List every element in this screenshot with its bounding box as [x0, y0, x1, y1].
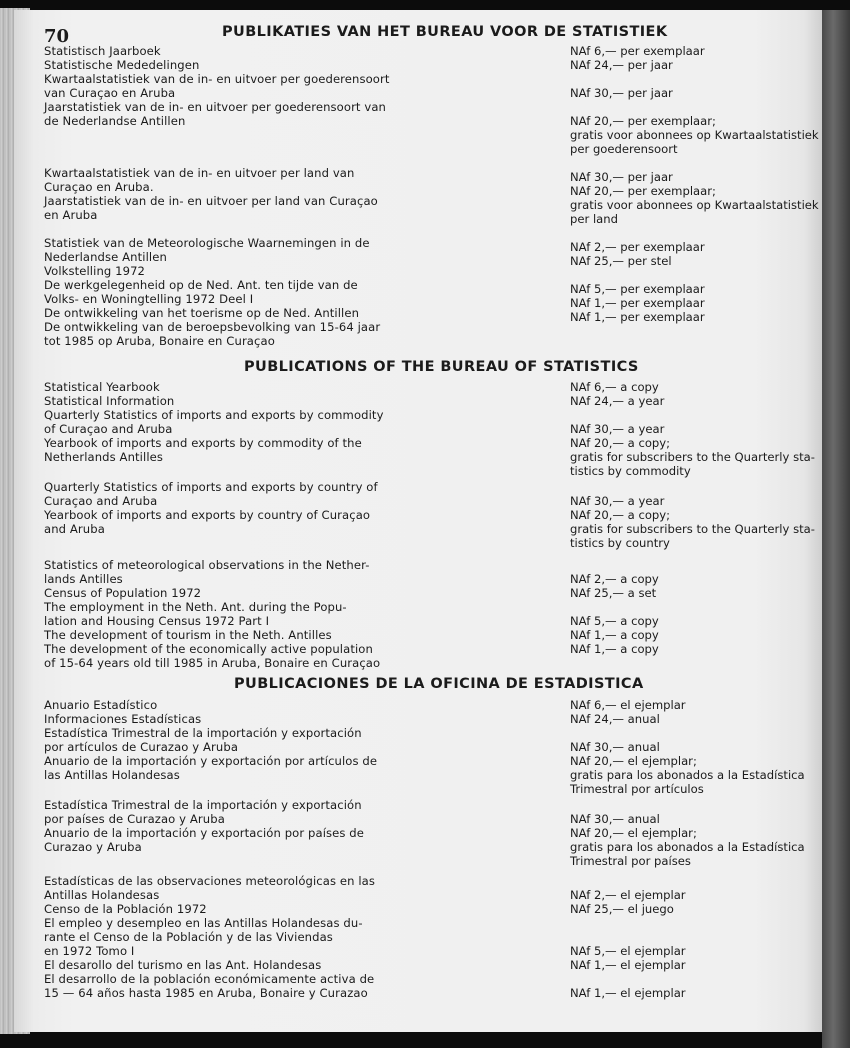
- publication-title-line: Antillas Holandesas: [44, 888, 160, 902]
- publication-title-line: Yearbook of imports and exports by country of Curaçao: [44, 508, 371, 522]
- page-number: 70: [44, 26, 70, 47]
- book-spine: [822, 10, 850, 1048]
- publication-title-line: Volks- en Woningtelling 1972 Deel I: [44, 292, 254, 306]
- price-line: NAf 30,— anual: [570, 812, 660, 826]
- publication-title-line: Nederlandse Antillen: [44, 250, 167, 264]
- price-line: NAf 1,— a copy: [570, 642, 659, 656]
- price-line: NAf 30,— anual: [570, 740, 660, 754]
- publication-title-line: 15 — 64 años hasta 1985 en Aruba, Bonaire y Curazao: [44, 986, 368, 1000]
- publication-title-line: Anuario de la importación y exportación por países de: [44, 826, 365, 840]
- publication-title-line: Curazao y Aruba: [44, 840, 142, 854]
- price-line: per land: [570, 212, 618, 226]
- publication-title-line: Census of Population 1972: [44, 586, 202, 600]
- publication-title-line: El desarollo del turismo en las Ant. Holandesas: [44, 958, 322, 972]
- publication-title-line: De ontwikkeling van de beroepsbevolking van 15-64 jaar: [44, 320, 381, 334]
- publication-title-line: Jaarstatistiek van de in- en uitvoer per goederensoort van: [44, 100, 386, 114]
- publication-title-line: De werkgelegenheid op de Ned. Ant. ten tijde van de: [44, 278, 358, 292]
- price-line: NAf 2,— el ejemplar: [570, 888, 686, 902]
- price-line: NAf 20,— el ejemplar;: [570, 754, 697, 768]
- price-line: NAf 6,— a copy: [570, 380, 659, 394]
- price-line: NAf 24,— per jaar: [570, 58, 673, 72]
- price-line: NAf 1,— el ejemplar: [570, 958, 686, 972]
- publication-title-line: Anuario de la importación y exportación por artículos de: [44, 754, 378, 768]
- price-line: NAf 24,— anual: [570, 712, 660, 726]
- publication-title-line: en Aruba: [44, 208, 98, 222]
- price-line: NAf 1,— per exemplaar: [570, 296, 705, 310]
- publication-title-line: Anuario Estadístico: [44, 698, 158, 712]
- publication-title-line: El empleo y desempleo en las Antillas Holandesas du-: [44, 916, 363, 930]
- price-line: NAf 25,— a set: [570, 586, 657, 600]
- publication-title-line: Netherlands Antilles: [44, 450, 164, 464]
- price-line: NAf 5,— el ejemplar: [570, 944, 686, 958]
- price-line: NAf 20,— a copy;: [570, 508, 671, 522]
- price-line: NAf 5,— per exemplaar: [570, 282, 705, 296]
- publication-title-line: of Curaçao and Aruba: [44, 422, 173, 436]
- price-line: gratis voor abonnees op Kwartaalstatistiek: [570, 128, 819, 142]
- publication-title-line: en 1972 Tomo I: [44, 944, 135, 958]
- price-line: gratis voor abonnees op Kwartaalstatistiek: [570, 198, 819, 212]
- publication-title-line: of 15-64 years old till 1985 in Aruba, Bonaire en Curaçao: [44, 656, 381, 670]
- publication-title-line: lation and Housing Census 1972 Part I: [44, 614, 270, 628]
- price-line: NAf 30,— per jaar: [570, 170, 673, 184]
- publication-title-line: Statistische Mededelingen: [44, 58, 200, 72]
- publication-title-line: Statistics of meteorological observations in the Nether-: [44, 558, 370, 572]
- price-line: NAf 30,— a year: [570, 422, 665, 436]
- publication-title-line: Curaçao en Aruba.: [44, 180, 154, 194]
- price-line: per goederensoort: [570, 142, 678, 156]
- publication-title-line: Statistisch Jaarboek: [44, 44, 161, 58]
- publication-title-line: The development of tourism in the Neth. Antilles: [44, 628, 332, 642]
- price-line: NAf 1,— el ejemplar: [570, 986, 686, 1000]
- publication-title-line: Volkstelling 1972: [44, 264, 146, 278]
- publication-title-line: las Antillas Holandesas: [44, 768, 180, 782]
- price-line: NAf 20,— per exemplaar;: [570, 184, 716, 198]
- price-line: gratis para los abonados a la Estadística: [570, 768, 805, 782]
- publication-title-line: Kwartaalstatistiek van de in- en uitvoer per goederensoort: [44, 72, 390, 86]
- price-line: NAf 25,— per stel: [570, 254, 672, 268]
- publication-title-line: and Aruba: [44, 522, 105, 536]
- publication-title-line: Kwartaalstatistiek van de in- en uitvoer per land van: [44, 166, 355, 180]
- publication-title-line: Statistical Yearbook: [44, 380, 160, 394]
- publication-title-line: van Curaçao en Aruba: [44, 86, 176, 100]
- price-line: NAf 30,— per jaar: [570, 86, 673, 100]
- price-line: tistics by commodity: [570, 464, 691, 478]
- publication-title-line: Censo de la Población 1972: [44, 902, 207, 916]
- price-line: NAf 25,— el juego: [570, 902, 674, 916]
- publication-title-line: The employment in the Neth. Ant. during the Popu-: [44, 600, 347, 614]
- publication-title-line: Statistical Information: [44, 394, 175, 408]
- price-line: NAf 20,— per exemplaar;: [570, 114, 716, 128]
- price-line: NAf 20,— a copy;: [570, 436, 671, 450]
- publication-title-line: Statistiek van de Meteorologische Waarnemingen in de: [44, 236, 370, 250]
- section-heading: PUBLIKATIES VAN HET BUREAU VOOR DE STATISTIEK: [222, 24, 668, 40]
- publication-title-line: El desarrollo de la población económicamente activa de: [44, 972, 375, 986]
- price-line: NAf 1,— a copy: [570, 628, 659, 642]
- publication-title-line: por países de Curazao y Aruba: [44, 812, 225, 826]
- price-line: NAf 2,— per exemplaar: [570, 240, 705, 254]
- section-heading: PUBLICATIONS OF THE BUREAU OF STATISTICS: [244, 359, 639, 375]
- publication-title-line: Estadística Trimestral de la importación y exportación: [44, 798, 362, 812]
- publication-title-line: Curaçao and Aruba: [44, 494, 158, 508]
- price-line: NAf 24,— a year: [570, 394, 665, 408]
- publication-title-line: The development of the economically active population: [44, 642, 373, 656]
- price-line: NAf 6,— el ejemplar: [570, 698, 686, 712]
- publication-title-line: Quarterly Statistics of imports and exports by commodity: [44, 408, 384, 422]
- price-line: NAf 1,— per exemplaar: [570, 310, 705, 324]
- publication-title-line: de Nederlandse Antillen: [44, 114, 186, 128]
- publication-title-line: por artículos de Curazao y Aruba: [44, 740, 239, 754]
- price-line: NAf 2,— a copy: [570, 572, 659, 586]
- price-line: gratis for subscribers to the Quarterly sta-: [570, 522, 815, 536]
- publication-title-line: Yearbook of imports and exports by commodity of the: [44, 436, 362, 450]
- publication-title-line: Jaarstatistiek van de in- en uitvoer per land van Curaçao: [44, 194, 378, 208]
- publication-title-line: Estadísticas de las observaciones meteorológicas en las: [44, 874, 376, 888]
- price-line: NAf 20,— el ejemplar;: [570, 826, 697, 840]
- publication-title-line: De ontwikkeling van het toerisme op de Ned. Antillen: [44, 306, 360, 320]
- price-line: tistics by country: [570, 536, 670, 550]
- price-line: NAf 30,— a year: [570, 494, 665, 508]
- price-line: gratis for subscribers to the Quarterly sta-: [570, 450, 815, 464]
- price-line: Trimestral por países: [570, 854, 691, 868]
- publication-title-line: rante el Censo de la Población y de las Viviendas: [44, 930, 333, 944]
- price-line: gratis para los abonados a la Estadística: [570, 840, 805, 854]
- publication-title-line: Informaciones Estadísticas: [44, 712, 202, 726]
- section-heading: PUBLICACIONES DE LA OFICINA DE ESTADISTICA: [234, 676, 644, 692]
- publication-title-line: Estadística Trimestral de la importación y exportación: [44, 726, 362, 740]
- publication-title-line: tot 1985 op Aruba, Bonaire en Curaçao: [44, 334, 275, 348]
- price-line: NAf 6,— per exemplaar: [570, 44, 705, 58]
- price-line: NAf 5,— a copy: [570, 614, 659, 628]
- price-line: Trimestral por artículos: [570, 782, 704, 796]
- publication-title-line: Quarterly Statistics of imports and exports by country of: [44, 480, 378, 494]
- publication-title-line: lands Antilles: [44, 572, 123, 586]
